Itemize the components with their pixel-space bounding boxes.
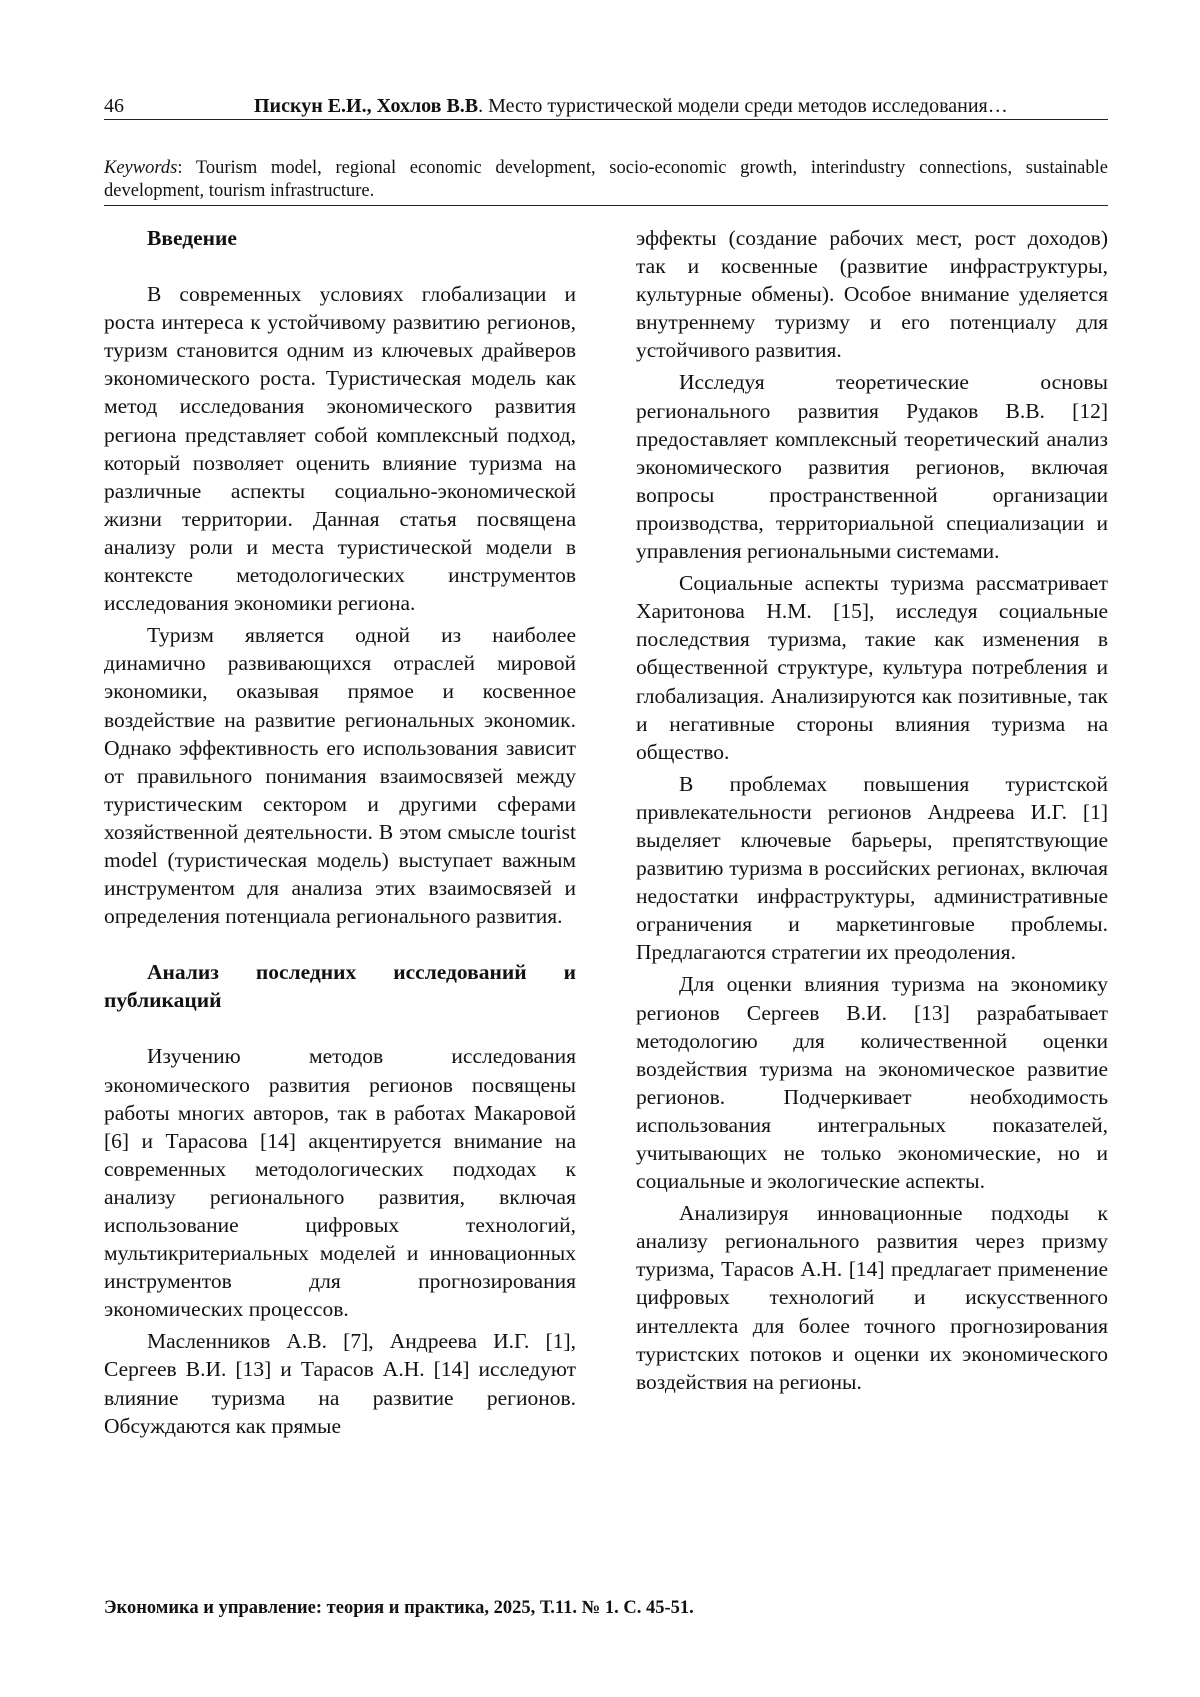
left-column <box>104 224 576 1440</box>
paragraph-sergeev: Для оценки влияния туризма на экономику регионов Сергеев В.И. [13] разрабатывает методологию для количественной оценки воздействия туризма на экономическое развитие регионов. Подчеркивает необходимость использования интегральных показателей, учитывающих не только экономические, но и социальные и экологические аспекты. <box>636 972 1108 1194</box>
intro-paragraph-1: В современных условиях глобализации и роста интереса к устойчивому развитию регионов, туризм становится одним из ключевых драйверов экономического роста. Туристическая модель как метод исследования экономического развития региона представляет собой комплексный подход, который позволяет оценить влияние туризма на различные аспекты социально-экономической жизни территории. Данная статья посвящена анализу роли и места туристической модели в контексте методологических инструментов исследования экономики региона. <box>104 282 576 616</box>
keywords-label: Keywords <box>104 158 178 178</box>
paragraph-tarasov: Анализируя инновационные подходы к анализу регионального развития через призму туризма, Тарасов А.Н. [14] предлагает применение цифровых технологий и искусственного интеллекта для более точного прогнозирования туристских потоков и оценки их экономического воздействия на регионы. <box>636 1201 1108 1394</box>
running-header <box>104 93 1108 120</box>
analysis-paragraph-1: Изучению методов исследования экономического развития регионов посвящены работы многих авторов, так в работах Макаровой [6] и Тарасова [14] акцентируется внимание на современных методологических подходах к анализу регионального развития, включая использование цифровых технологий, мультикритериальных моделей и инновационных инструментов для прогнозирования экономических процессов. <box>104 1044 576 1322</box>
analysis-heading: Анализ последних исследований и публикаций <box>104 960 576 1013</box>
paragraph-andreeva: В проблемах повышения туристской привлекательности регионов Андреева И.Г. [1] выделяет ключевые барьеры, препятствующие развитию туризма в российских регионах, включая недостатки инфраструктуры, административные ограничения и маркетинговые проблемы. Предлагаются стратегии их преодоления. <box>636 771 1108 965</box>
paragraph-rudakov: Исследуя теоретические основы регионального развития Рудаков В.В. [12] предоставляет комплексный теоретический анализ экономического развития регионов, включая вопросы пространственной организации производства, территориальной специализации и управления региональными системами. <box>636 370 1108 564</box>
header-authors: Пискун Е.И., Хохлов В.В <box>254 95 479 117</box>
header-title: . Место туристической модели среди методов исследования… <box>478 95 1008 117</box>
analysis-paragraph-2: Масленников А.В. [7], Андреева И.Г. [1], Сергеев В.И. [13] и Тарасов А.Н. [14] исследуют влияние туризма на развитие регионов. Обсуждаются как прямые <box>104 1329 576 1438</box>
intro-heading: Введение <box>147 226 237 250</box>
keywords-block <box>104 157 1108 203</box>
keywords-divider <box>104 205 1108 206</box>
right-column <box>636 224 1108 1396</box>
paragraph-kharitonova: Социальные аспекты туризма рассматривает Харитонова Н.М. [15], исследуя социальные последствия туризма, такие как изменения в общественной структуре, культура потребления и глобализация. Анализируются как позитивные, так и негативные стороны влияния туризма на общество. <box>636 571 1108 764</box>
page-number: 46 <box>104 95 124 117</box>
keywords-text: : Tourism model, regional economic development, socio-economic growth, interindustry connections, sustainable development, tourism infrastructure. <box>104 158 1108 201</box>
running-title <box>254 93 1008 119</box>
continued-paragraph: эффекты (создание рабочих мест, рост доходов) так и косвенные (развитие инфраструктуры, культурные обмены). Особое внимание уделяется внутреннему туризму и его потенциалу для устойчивого развития. <box>636 226 1108 363</box>
journal-citation-footer: Экономика и управление: теория и практика, 2025, Т.11. № 1. С. 45-51. <box>104 1598 694 1618</box>
intro-paragraph-2: Туризм является одной из наиболее динамично развивающихся отраслей мировой экономики, оказывая прямое и косвенное воздействие на развитие региональных экономик. Однако эффективность его использования зависит от правильного понимания взаимосвязей между туристическим сектором и другими сферами хозяйственной деятельности. В этом смысле tourist model (туристическая модель) выступает важным инструментом для анализа этих взаимосвязей и определения потенциала регионального развития. <box>104 623 576 929</box>
